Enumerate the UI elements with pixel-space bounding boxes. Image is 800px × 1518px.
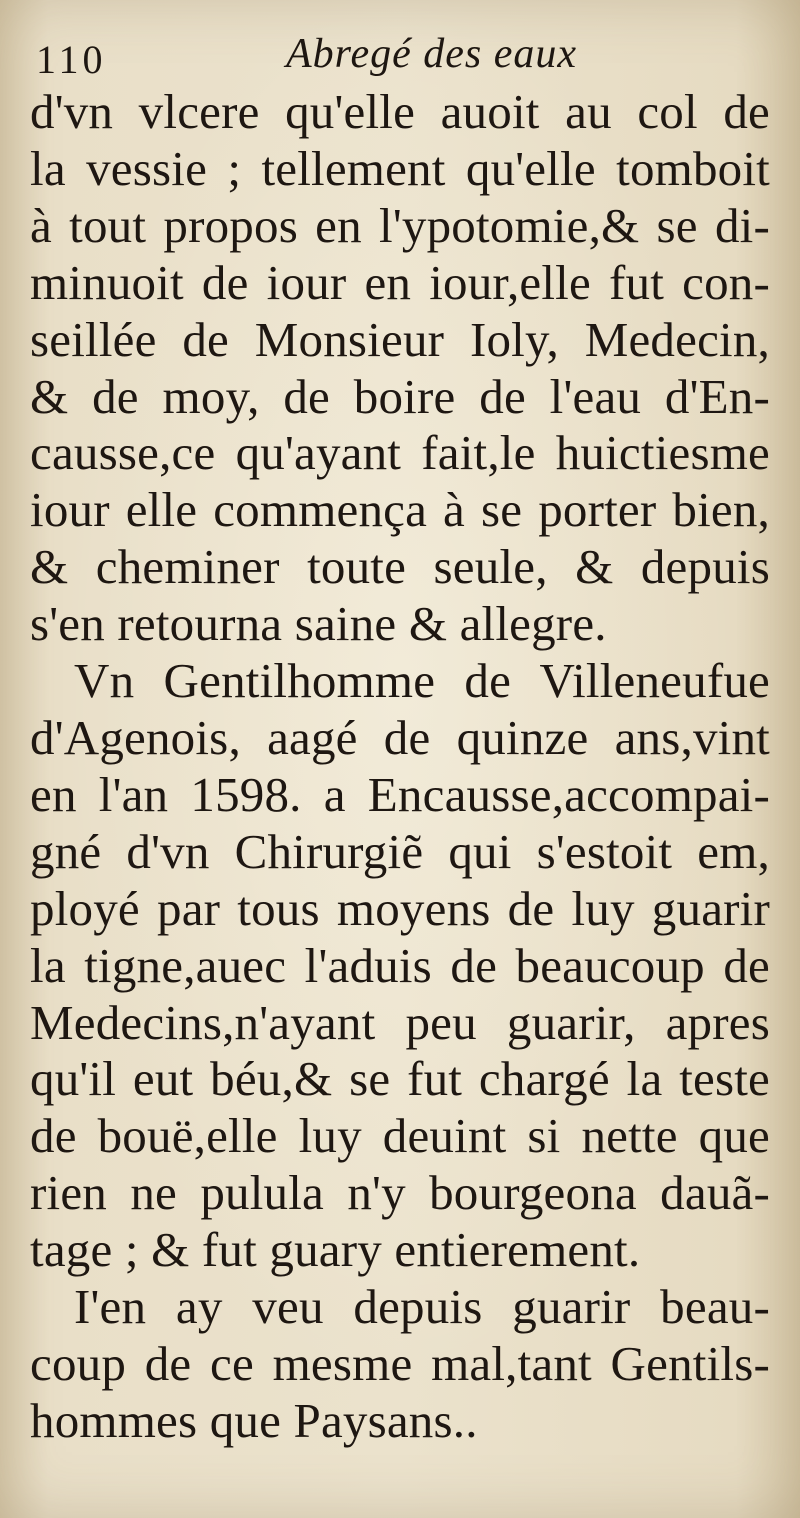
- text-line: s'en retourna saine & allegre.: [30, 596, 607, 652]
- text-line: qu'il eut béu,& se fut chargé la teste: [30, 1051, 770, 1107]
- text-line: hommes que Paysans..: [30, 1392, 478, 1448]
- text-line: minuoit de iour en iour,elle fut con-: [30, 254, 770, 310]
- running-title: Abregé des eaux: [286, 31, 577, 77]
- paragraph-3: [30, 1279, 770, 1450]
- text-line: iour elle commença à se porter bien,: [30, 482, 770, 538]
- text-line: d'vn vlcere qu'elle auoit au col de: [30, 84, 770, 139]
- text-line: gné d'vn Chirurgiẽ qui s'estoit em,: [30, 823, 770, 879]
- text-line: à tout propos en l'ypotomie,& se di-: [30, 197, 770, 253]
- text-line: tage ; & fut guary entierement.: [30, 1222, 641, 1278]
- text-line: la tigne,auec l'aduis de beaucoup de: [30, 937, 770, 993]
- page-header: [36, 30, 760, 82]
- text-line: coup de ce mesme mal,tant Gentils-: [30, 1335, 770, 1391]
- text-line: la vessie ; tellement qu'elle tomboit: [30, 140, 770, 196]
- text-line: rien ne pulula n'y bourgeona dauã-: [30, 1165, 770, 1221]
- text-line: ployé par tous moyens de luy guarir: [30, 880, 770, 936]
- body-text: [30, 84, 770, 1450]
- text-line: I'en ay veu depuis guarir beau-: [74, 1279, 770, 1335]
- page-number: 110: [36, 37, 107, 82]
- paragraph-2: [30, 653, 770, 1279]
- text-line: Vn Gentilhomme de Villeneufue: [74, 653, 770, 709]
- text-line: en l'an 1598. a Encausse,accompai-: [30, 766, 770, 822]
- text-line: seillée de Monsieur Ioly, Medecin,: [30, 311, 770, 367]
- text-line: & de moy, de boire de l'eau d'En-: [30, 368, 770, 424]
- paragraph-1: [30, 84, 770, 653]
- text-line: causse,ce qu'ayant fait,le huictiesme: [30, 425, 770, 481]
- text-line: Medecins,n'ayant peu guarir, apres: [30, 994, 770, 1050]
- text-line: d'Agenois, aagé de quinze ans,vint: [30, 709, 770, 765]
- text-line: & cheminer toute seule, & depuis: [30, 539, 770, 595]
- text-line: de bouë,elle luy deuint si nette que: [30, 1108, 770, 1164]
